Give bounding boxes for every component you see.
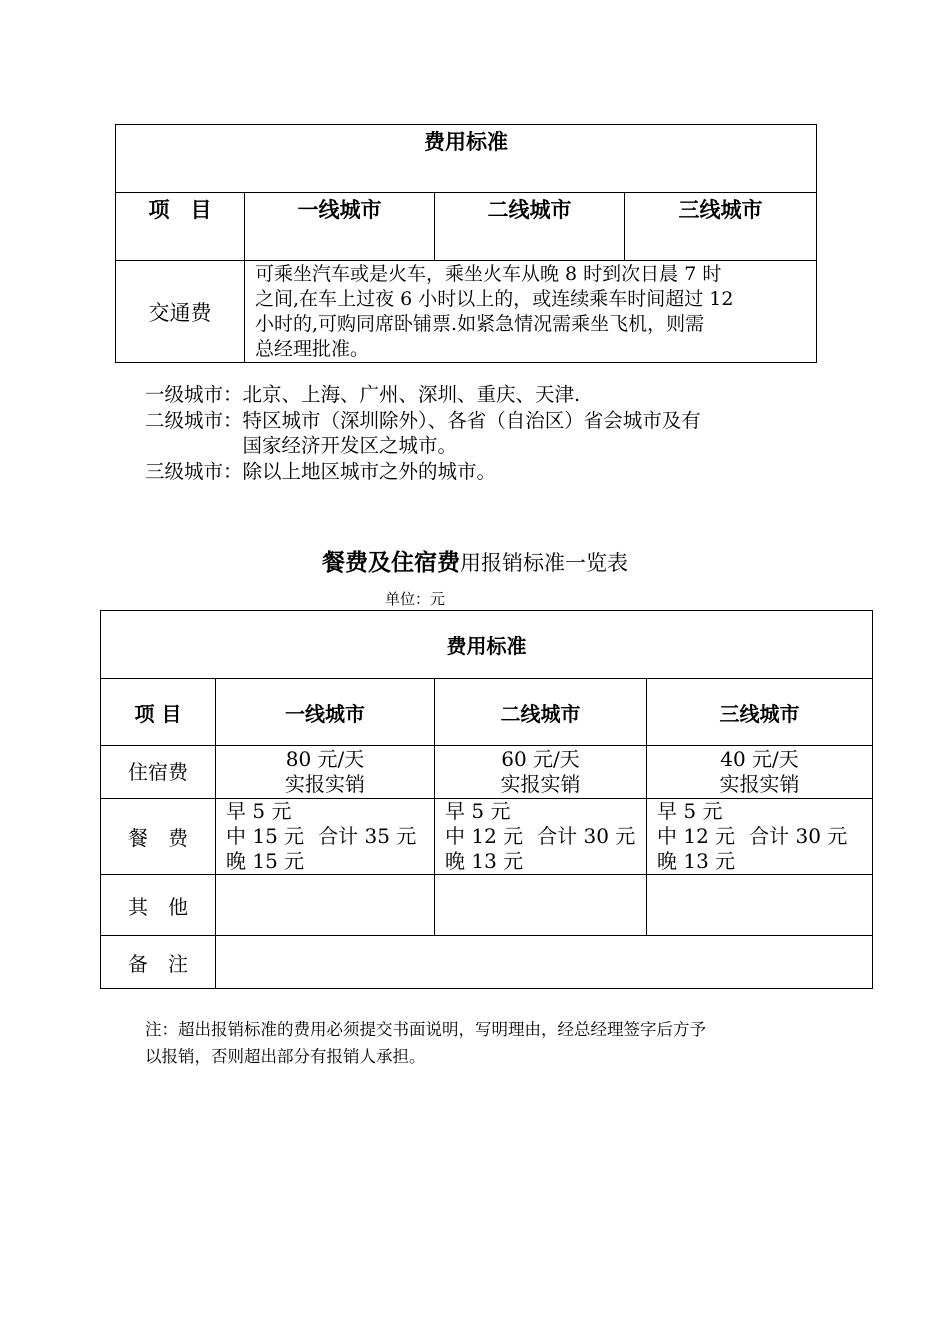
city-level-value: 北京、上海、广州、深圳、重庆、天津. <box>242 383 581 406</box>
table1-header-item: 项 目 <box>116 193 245 261</box>
unit-label: 单位：元 <box>385 590 446 608</box>
lodging-note: 实报实销 <box>500 772 581 796</box>
table1-header-tier3: 三线城市 <box>625 193 817 261</box>
transport-rule <box>245 261 817 363</box>
lodging-label: 住宿费 <box>101 746 216 799</box>
meals-tier1 <box>216 799 435 875</box>
transport-rule-line: 总经理批准。 <box>255 338 370 360</box>
lodging-tier1 <box>216 746 435 799</box>
footnote-line: 以报销，否则超出部分有报销人承担。 <box>145 1047 426 1066</box>
city-level-line: 国家经济开发区之城市。 <box>242 434 458 457</box>
transport-rule-line: 可乘坐汽车或是火车，乘坐火车从晚 8 时到次日晨 7 时 <box>255 263 722 285</box>
meal-breakfast: 早 5 元 <box>445 799 511 823</box>
transport-rule-line: 小时的,可购同席卧铺票.如紧急情况需乘坐飞机，则需 <box>255 313 705 335</box>
meal-total: 合计 30 元 <box>537 824 636 848</box>
meal-total: 合计 35 元 <box>318 824 417 848</box>
meal-lodging-standard-table <box>100 610 873 989</box>
meal-dinner: 晚 13 元 <box>445 849 524 873</box>
table2-title: 费用标准 <box>101 611 873 679</box>
meal-lunch: 中 15 元 <box>226 824 305 848</box>
table2-header-tier3: 三线城市 <box>647 679 873 746</box>
remarks-label: 备 注 <box>101 936 216 989</box>
meals-tier3 <box>647 799 873 875</box>
meal-total: 合计 30 元 <box>749 824 848 848</box>
table1-title: 费用标准 <box>116 125 817 193</box>
other-tier3 <box>647 875 873 936</box>
meal-lunch: 中 12 元 <box>445 824 524 848</box>
meals-tier2 <box>435 799 647 875</box>
meal-dinner: 晚 15 元 <box>226 849 305 873</box>
meal-breakfast: 早 5 元 <box>226 799 292 823</box>
other-tier2 <box>435 875 647 936</box>
lodging-tier2 <box>435 746 647 799</box>
table2-header-tier1: 一线城市 <box>216 679 435 746</box>
section-title-bold: 餐费及住宿费 <box>322 550 460 576</box>
table1-header-tier1: 一线城市 <box>245 193 435 261</box>
lodging-note: 实报实销 <box>719 772 800 796</box>
city-level-key: 一级城市： <box>145 383 243 406</box>
section-title <box>0 544 950 577</box>
city-level-value <box>243 408 835 459</box>
table1-header-tier2: 二线城市 <box>435 193 625 261</box>
city-level-line: 特区城市（深圳除外）、各省（自治区）省会城市及有 <box>242 408 701 432</box>
city-level-key: 二级城市： <box>145 408 243 432</box>
lodging-rate: 80 元/天 <box>285 747 365 771</box>
lodging-note: 实报实销 <box>285 772 365 796</box>
meals-label: 餐 费 <box>101 799 216 875</box>
city-level-2 <box>145 408 835 459</box>
section-title-plain: 用报销标准一览表 <box>460 551 628 575</box>
city-level-definitions <box>145 382 835 484</box>
table2-header-tier2: 二线城市 <box>435 679 647 746</box>
remarks-cell <box>216 936 873 989</box>
footnote-line: 注：超出报销标准的费用必须提交书面说明，写明理由，经总经理签字后方予 <box>145 1020 706 1039</box>
lodging-tier3 <box>647 746 873 799</box>
other-label: 其 他 <box>101 875 216 936</box>
transport-standard-table <box>115 124 817 363</box>
meal-dinner: 晚 13 元 <box>657 849 736 873</box>
lodging-rate: 60 元/天 <box>501 747 580 771</box>
table2-header-item: 项 目 <box>101 679 216 746</box>
city-level-1 <box>145 382 835 408</box>
meal-lunch: 中 12 元 <box>657 824 736 848</box>
transport-rule-line: 之间,在车上过夜 6 小时以上的，或连续乘车时间超过 12 <box>255 288 734 310</box>
city-level-3 <box>145 459 835 485</box>
city-level-value: 除以上地区城市之外的城市。 <box>242 459 497 483</box>
footnote <box>145 1016 815 1070</box>
other-tier1 <box>216 875 435 936</box>
transport-label: 交通费 <box>116 261 245 363</box>
city-level-key: 三级城市： <box>145 459 243 483</box>
meal-breakfast: 早 5 元 <box>657 799 723 823</box>
lodging-rate: 40 元/天 <box>720 747 799 771</box>
